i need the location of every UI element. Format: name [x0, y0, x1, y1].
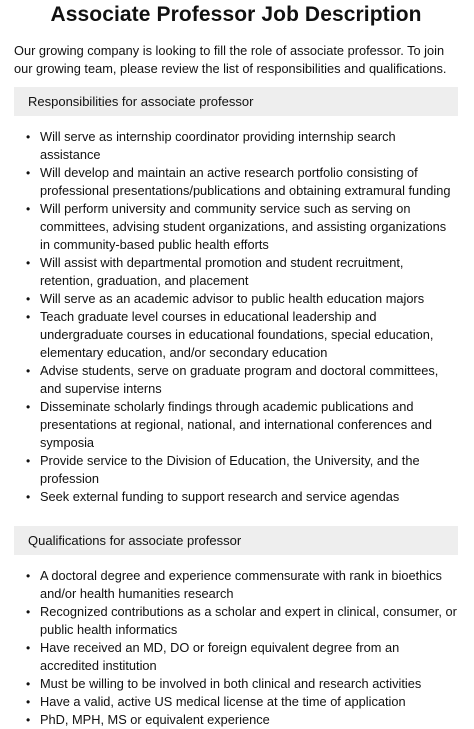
responsibility-text: Disseminate scholarly findings through academic publications and presentations at regional, national, and international conferences and symposia — [40, 399, 432, 450]
qualification-text: Have a valid, active US medical license at the time of application — [40, 694, 406, 709]
responsibility-item — [14, 128, 458, 164]
bullet-icon: • — [26, 202, 31, 216]
qualification-text: A doctoral degree and experience commensurate with rank in bioethics and/or health humanities research — [40, 568, 442, 601]
bullet-icon: • — [26, 292, 31, 306]
responsibility-text: Will serve as internship coordinator providing internship search assistance — [40, 129, 396, 162]
bullet-icon: • — [26, 641, 31, 655]
qualification-item — [14, 567, 458, 603]
responsibility-item — [14, 362, 458, 398]
bullet-icon: • — [26, 695, 31, 709]
qualification-item — [14, 603, 458, 639]
qualification-item — [14, 693, 458, 711]
responsibility-item — [14, 200, 458, 254]
responsibility-text: Seek external funding to support research and service agendas — [40, 489, 400, 504]
bullet-icon: • — [26, 713, 31, 727]
bullet-icon: • — [26, 454, 31, 468]
qualification-text: Have received an MD, DO or foreign equivalent degree from an accredited institution — [40, 640, 400, 673]
responsibilities-list — [14, 128, 458, 506]
bullet-icon: • — [26, 166, 31, 180]
responsibility-item — [14, 308, 458, 362]
responsibilities-heading: Responsibilities for associate professor — [14, 87, 458, 116]
responsibility-item — [14, 488, 458, 506]
qualifications-list — [14, 567, 458, 729]
responsibility-text: Provide service to the Division of Education, the University, and the profession — [40, 453, 420, 486]
qualification-item — [14, 675, 458, 693]
intro-paragraph: Our growing company is looking to fill the role of associate professor. To join our growing team, please review the list of responsibilities and qualifications. — [14, 43, 447, 76]
bullet-icon: • — [26, 677, 31, 691]
bullet-icon: • — [26, 364, 31, 378]
responsibility-text: Will assist with departmental promotion and student recruitment, retention, graduation, and placement — [40, 255, 404, 288]
bullet-icon: • — [26, 310, 31, 324]
page-title: Associate Professor Job Description — [50, 3, 422, 26]
responsibility-item — [14, 164, 458, 200]
responsibility-text: Will perform university and community service such as serving on committees, advising student organizations, and assisting organizations in community-based public health efforts — [40, 201, 447, 252]
responsibility-text: Teach graduate level courses in educational leadership and undergraduate courses in educational foundations, special education, elementary education, and/or secondary education — [40, 309, 434, 360]
qualification-item — [14, 711, 458, 729]
responsibility-item — [14, 452, 458, 488]
responsibility-text: Advise students, serve on graduate program and doctoral committees, and supervise interns — [40, 363, 439, 396]
bullet-icon: • — [26, 130, 31, 144]
responsibility-item — [14, 398, 458, 452]
qualification-text: Recognized contributions as a scholar and expert in clinical, consumer, or public health informatics — [40, 604, 457, 637]
bullet-icon: • — [26, 400, 31, 414]
responsibility-text: Will serve as an academic advisor to public health education majors — [40, 291, 425, 306]
responsibility-item — [14, 254, 458, 290]
bullet-icon: • — [26, 490, 31, 504]
responsibility-text: Will develop and maintain an active research portfolio consisting of professional presentations/publications and obtaining extramural funding — [40, 165, 451, 198]
bullet-icon: • — [26, 605, 31, 619]
qualification-text: PhD, MPH, MS or equivalent experience — [40, 712, 270, 727]
responsibility-item — [14, 290, 458, 308]
bullet-icon: • — [26, 256, 31, 270]
qualifications-heading: Qualifications for associate professor — [14, 526, 458, 555]
qualification-item — [14, 639, 458, 675]
bullet-icon: • — [26, 569, 31, 583]
qualification-text: Must be willing to be involved in both clinical and research activities — [40, 676, 422, 691]
